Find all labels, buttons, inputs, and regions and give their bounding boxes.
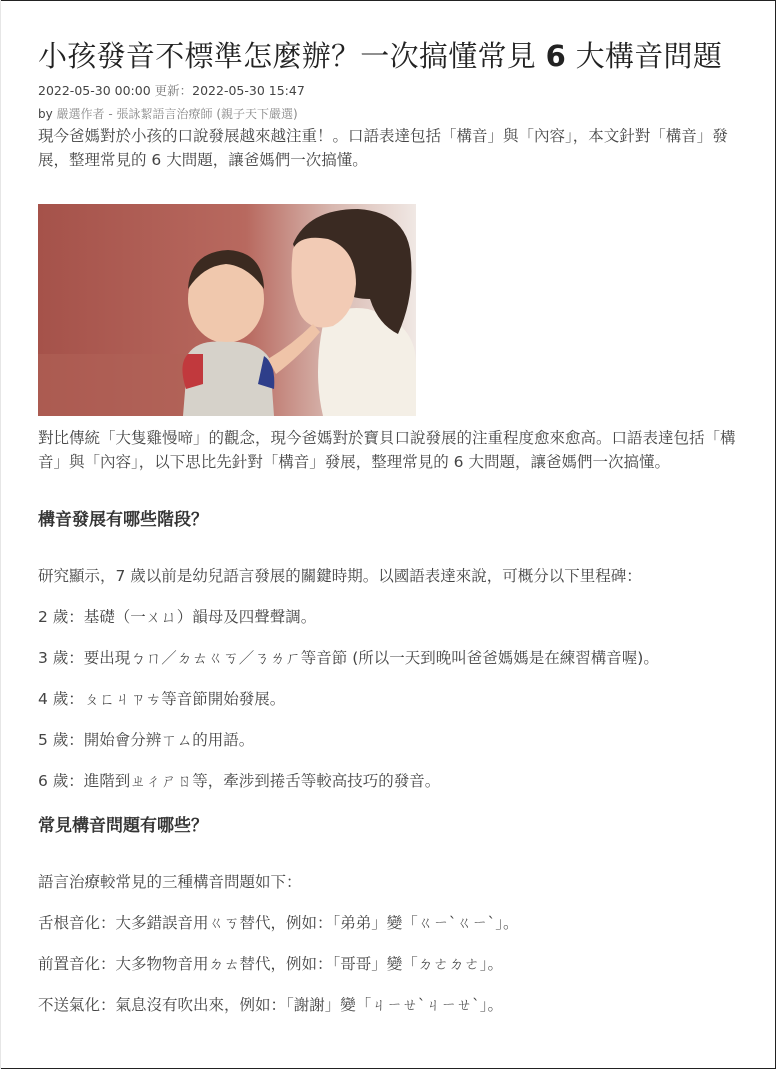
by-label: by <box>38 107 53 121</box>
list-item: 2 歲：基礎（一ㄨㄩ）韻母及四聲聲調。 <box>38 608 317 626</box>
section-heading-stages: 構音發展有哪些階段？ <box>38 510 208 530</box>
list-item: 4 歲：ㄆㄈㄐㄗㄘ等音節開始發展。 <box>38 690 286 708</box>
list-item: 5 歲：開始會分辨ㄒㄙ的用語。 <box>38 731 255 749</box>
article-dates <box>38 82 756 100</box>
author-link[interactable]: 嚴選作者 - 張詠絜語言治療師 (親子天下嚴選) <box>56 107 298 121</box>
list-item: 3 歲：要出現ㄅㄇ／ㄉㄊㄍㄎ／ㄋㄌㄏ等音節 (所以一天到晚叫爸爸媽媽是在練習構音喔)。 <box>38 649 659 667</box>
list-item: 6 歲：進階到ㄓㄔㄕㄖ等，牽涉到捲舌等較高技巧的發音。 <box>38 772 441 790</box>
updated-label: 更新： <box>154 83 193 98</box>
second-paragraph: 對比傳統「大隻雞慢啼」的觀念，現今爸媽對於寶貝口說發展的注重程度愈來愈高。口語表達包括「構音」與「內容」，以下思比先針對「構音」發展，整理常見的 6 大問題，讓爸媽們一次搞懂。 <box>38 429 736 471</box>
problems-list <box>38 870 756 1017</box>
article-title: 小孩發音不標準怎麼辦？一次搞懂常見 6 大構音問題 <box>38 39 723 73</box>
list-item: 不送氣化：氣息沒有吹出來，例如：「謝謝」變「ㄐㄧㄝˋㄐㄧㄝˋ」。 <box>38 996 504 1014</box>
byline <box>38 106 756 122</box>
list-item: 前置音化：大多物物音用ㄉㄊ替代，例如：「哥哥」變「ㄉㄜㄉㄜ」。 <box>38 955 504 973</box>
intro-paragraph: 現今爸媽對於小孩的口說發展越來越注重！。口語表達包括「構音」與「內容」，本文針對「構音」發展，整理常見的 6 大問題，讓爸媽們一次搞懂。 <box>38 127 728 169</box>
list-item: 語言治療較常見的三種構音問題如下： <box>38 873 302 891</box>
stages-list <box>38 564 756 793</box>
article-photo <box>38 204 416 416</box>
section-heading-problems: 常見構音問題有哪些？ <box>38 816 208 836</box>
list-item: 舌根音化：大多錯誤音用ㄍㄎ替代，例如：「弟弟」變「ㄍㄧˋㄍㄧˋ」。 <box>38 914 519 932</box>
updated-date: 2022-05-30 15:47 <box>192 83 305 98</box>
page-edge <box>0 0 1 1069</box>
mother-and-child-photo <box>38 204 416 416</box>
published-date: 2022-05-30 00:00 <box>38 83 151 98</box>
list-item: 研究顯示，7 歲以前是幼兒語言發展的關鍵時期。以國語表達來說，可概分以下里程碑： <box>38 567 642 585</box>
article <box>38 34 756 1034</box>
